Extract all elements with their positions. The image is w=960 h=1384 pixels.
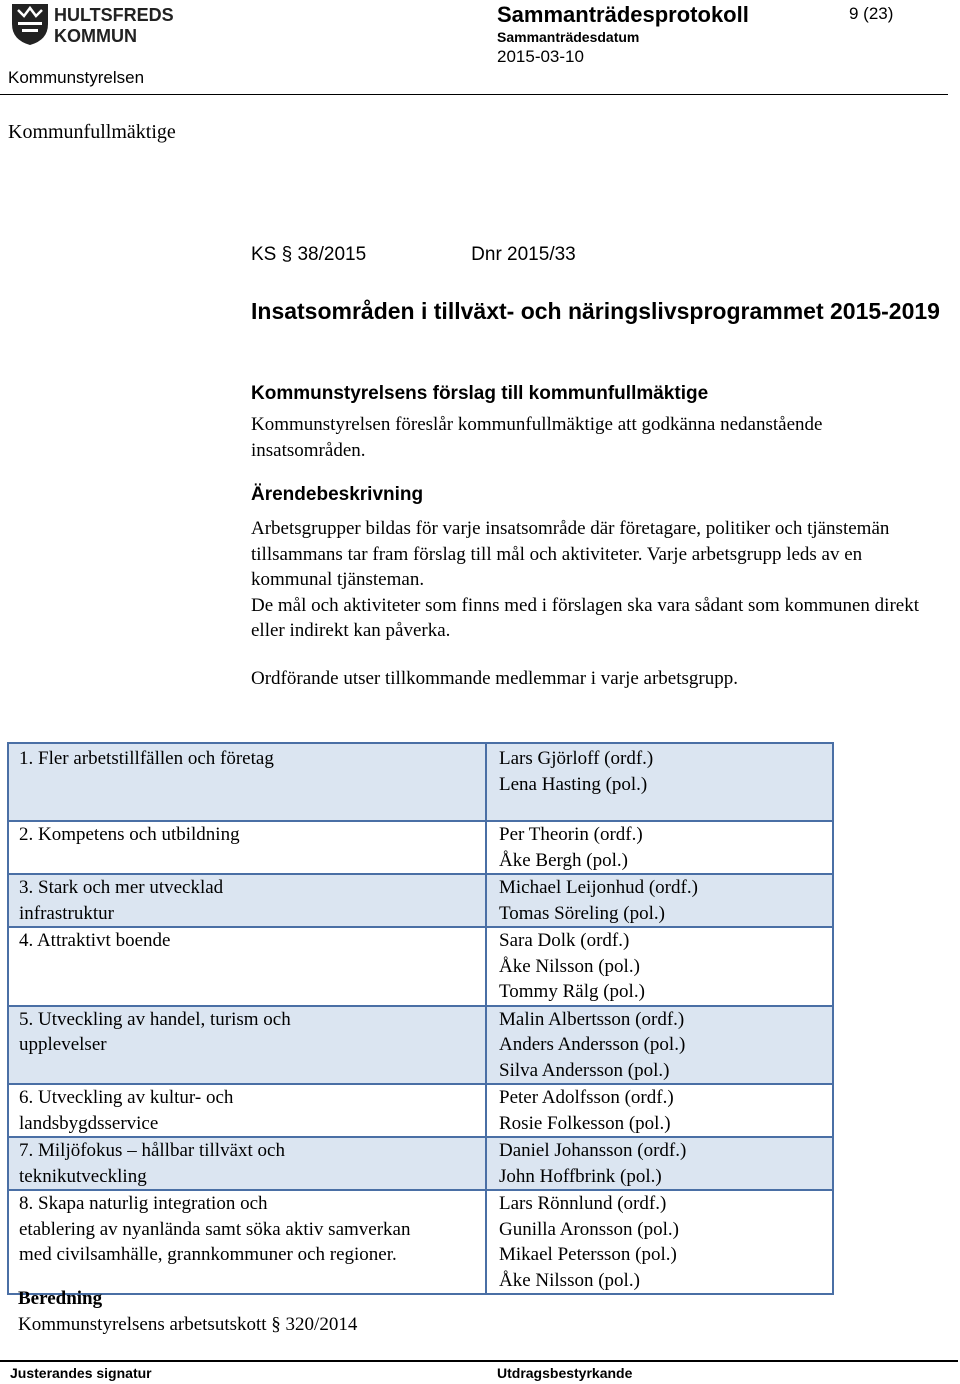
member-name: Lars Rönnlund (ordf.) bbox=[499, 1193, 667, 1214]
member-name: Per Theorin (ordf.) bbox=[499, 824, 643, 845]
focus-area-line: med civilsamhälle, grannkommuner och regioner. bbox=[19, 1244, 397, 1265]
proposal-heading: Kommunstyrelsens förslag till kommunfullmäktige bbox=[251, 383, 709, 404]
focus-area-cell bbox=[8, 1084, 486, 1137]
member-name: John Hoffbrink (pol.) bbox=[499, 1165, 662, 1187]
focus-area-line: upplevelser bbox=[19, 1034, 107, 1055]
date-value: 2015-03-10 bbox=[497, 47, 584, 66]
focus-area-cell bbox=[8, 927, 486, 1006]
coat-of-arms-icon bbox=[12, 4, 48, 45]
focus-area-line: infrastruktur bbox=[19, 902, 114, 924]
member-name: Åke Nilsson (pol.) bbox=[499, 1269, 640, 1291]
table-row bbox=[8, 821, 833, 874]
beredning-label: Beredning bbox=[18, 1288, 103, 1309]
focus-area-line: 8. Skapa naturlig integration och bbox=[19, 1193, 268, 1214]
header-divider bbox=[0, 94, 948, 95]
member-name: Michael Leijonhud (ordf.) bbox=[499, 877, 698, 898]
focus-area-line: landsbygdsservice bbox=[19, 1112, 159, 1134]
proposal-text: Kommunstyrelsen föreslår kommunfullmäktige att godkänna nedanstående insatsområden. bbox=[251, 414, 823, 461]
focus-area-line: 6. Utveckling av kultur- och bbox=[19, 1087, 234, 1108]
table-row bbox=[8, 927, 833, 1006]
focus-area-line: 4. Attraktivt boende bbox=[19, 930, 171, 951]
protocol-title: Sammanträdesprotokoll bbox=[497, 2, 749, 27]
focus-area-cell bbox=[8, 743, 486, 821]
members-cell bbox=[486, 1190, 833, 1294]
member-name: Åke Nilsson (pol.) bbox=[499, 955, 640, 977]
case-reference bbox=[251, 244, 576, 266]
logo-line1: HULTSFREDS bbox=[54, 5, 174, 25]
members-cell bbox=[486, 1006, 833, 1085]
focus-area-cell bbox=[8, 1006, 486, 1085]
focus-area-cell bbox=[8, 1190, 486, 1294]
member-name: Daniel Johansson (ordf.) bbox=[499, 1140, 687, 1161]
members-cell bbox=[486, 874, 833, 927]
members-cell bbox=[486, 743, 833, 821]
focus-area-line: 7. Miljöfokus – hållbar tillväxt och bbox=[19, 1140, 285, 1161]
arende-paragraph-2: De mål och aktiviteter som finns med i förslagen ska vara sådant som kommunen direkt eller indirekt kan påverka. bbox=[251, 594, 919, 641]
table-row bbox=[8, 743, 833, 821]
arende-heading: Ärendebeskrivning bbox=[251, 484, 424, 505]
body-title: Kommunfullmäktige bbox=[8, 121, 176, 143]
date-label: Sammanträdesdatum bbox=[497, 29, 640, 45]
member-name: Tommy Rälg (pol.) bbox=[499, 981, 645, 1002]
focus-area-cell bbox=[8, 821, 486, 874]
focus-area-line: 5. Utveckling av handel, turism och bbox=[19, 1008, 291, 1030]
member-name: Åke Bergh (pol.) bbox=[499, 849, 628, 871]
arende-paragraph-1: Arbetsgrupper bildas för varje insatsområde där företagare, politiker och tjänstemän tillsammans tar fram förslag till mål och aktiviteter. Varje arbetsgrupp leds av en kommunal tjänsteman. bbox=[251, 518, 890, 590]
table-row bbox=[8, 1190, 833, 1294]
focus-area-line: etablering av nyanlända samt söka aktiv samverkan bbox=[19, 1218, 411, 1240]
signature-label: Justerandes signatur bbox=[10, 1365, 152, 1381]
member-name: Silva Andersson (pol.) bbox=[499, 1059, 670, 1081]
member-name: Sara Dolk (ordf.) bbox=[499, 930, 630, 951]
table-row bbox=[8, 874, 833, 927]
municipality-logo bbox=[10, 2, 180, 46]
member-name: Rosie Folkesson (pol.) bbox=[499, 1112, 671, 1134]
members-cell bbox=[486, 1137, 833, 1190]
table-row bbox=[8, 1006, 833, 1085]
member-name: Mikael Petersson (pol.) bbox=[499, 1244, 677, 1265]
diary-number: Dnr 2015/33 bbox=[471, 244, 576, 265]
focus-area-cell bbox=[8, 874, 486, 927]
focus-area-cell bbox=[8, 1137, 486, 1190]
case-number: KS § 38/2015 bbox=[251, 244, 367, 265]
members-cell bbox=[486, 821, 833, 874]
arende-text bbox=[251, 516, 941, 644]
member-name: Tomas Söreling (pol.) bbox=[499, 902, 665, 924]
certification-label: Utdragsbestyrkande bbox=[497, 1365, 633, 1381]
focus-area-line: 2. Kompetens och utbildning bbox=[19, 824, 240, 845]
members-cell bbox=[486, 927, 833, 1006]
members-cell bbox=[486, 1084, 833, 1137]
member-name: Peter Adolfsson (ordf.) bbox=[499, 1087, 674, 1108]
focus-area-line: teknikutveckling bbox=[19, 1165, 147, 1187]
page-number: 9 (23) bbox=[849, 4, 894, 23]
focus-area-line: 3. Stark och mer utvecklad bbox=[19, 877, 224, 898]
focus-area-line: 1. Fler arbetstillfällen och företag bbox=[19, 748, 274, 769]
chair-statement: Ordförande utser tillkommande medlemmar i varje arbetsgrupp. bbox=[251, 668, 738, 689]
beredning-text: Kommunstyrelsens arbetsutskott § 320/2014 bbox=[18, 1314, 358, 1335]
footer-divider bbox=[0, 1360, 958, 1362]
org-name: Kommunstyrelsen bbox=[8, 68, 145, 87]
logo-line2: KOMMUN bbox=[54, 26, 137, 46]
member-name: Malin Albertsson (ordf.) bbox=[499, 1008, 685, 1030]
member-name: Lars Gjörloff (ordf.) bbox=[499, 748, 654, 769]
main-heading: Insatsområden i tillväxt- och näringslivsprogrammet 2015-2019 bbox=[251, 298, 940, 324]
member-name: Gunilla Aronsson (pol.) bbox=[499, 1218, 679, 1240]
table-row bbox=[8, 1137, 833, 1190]
working-groups-table bbox=[7, 742, 834, 1295]
table-row bbox=[8, 1084, 833, 1137]
member-name: Anders Andersson (pol.) bbox=[499, 1034, 686, 1055]
member-name: Lena Hasting (pol.) bbox=[499, 773, 648, 795]
